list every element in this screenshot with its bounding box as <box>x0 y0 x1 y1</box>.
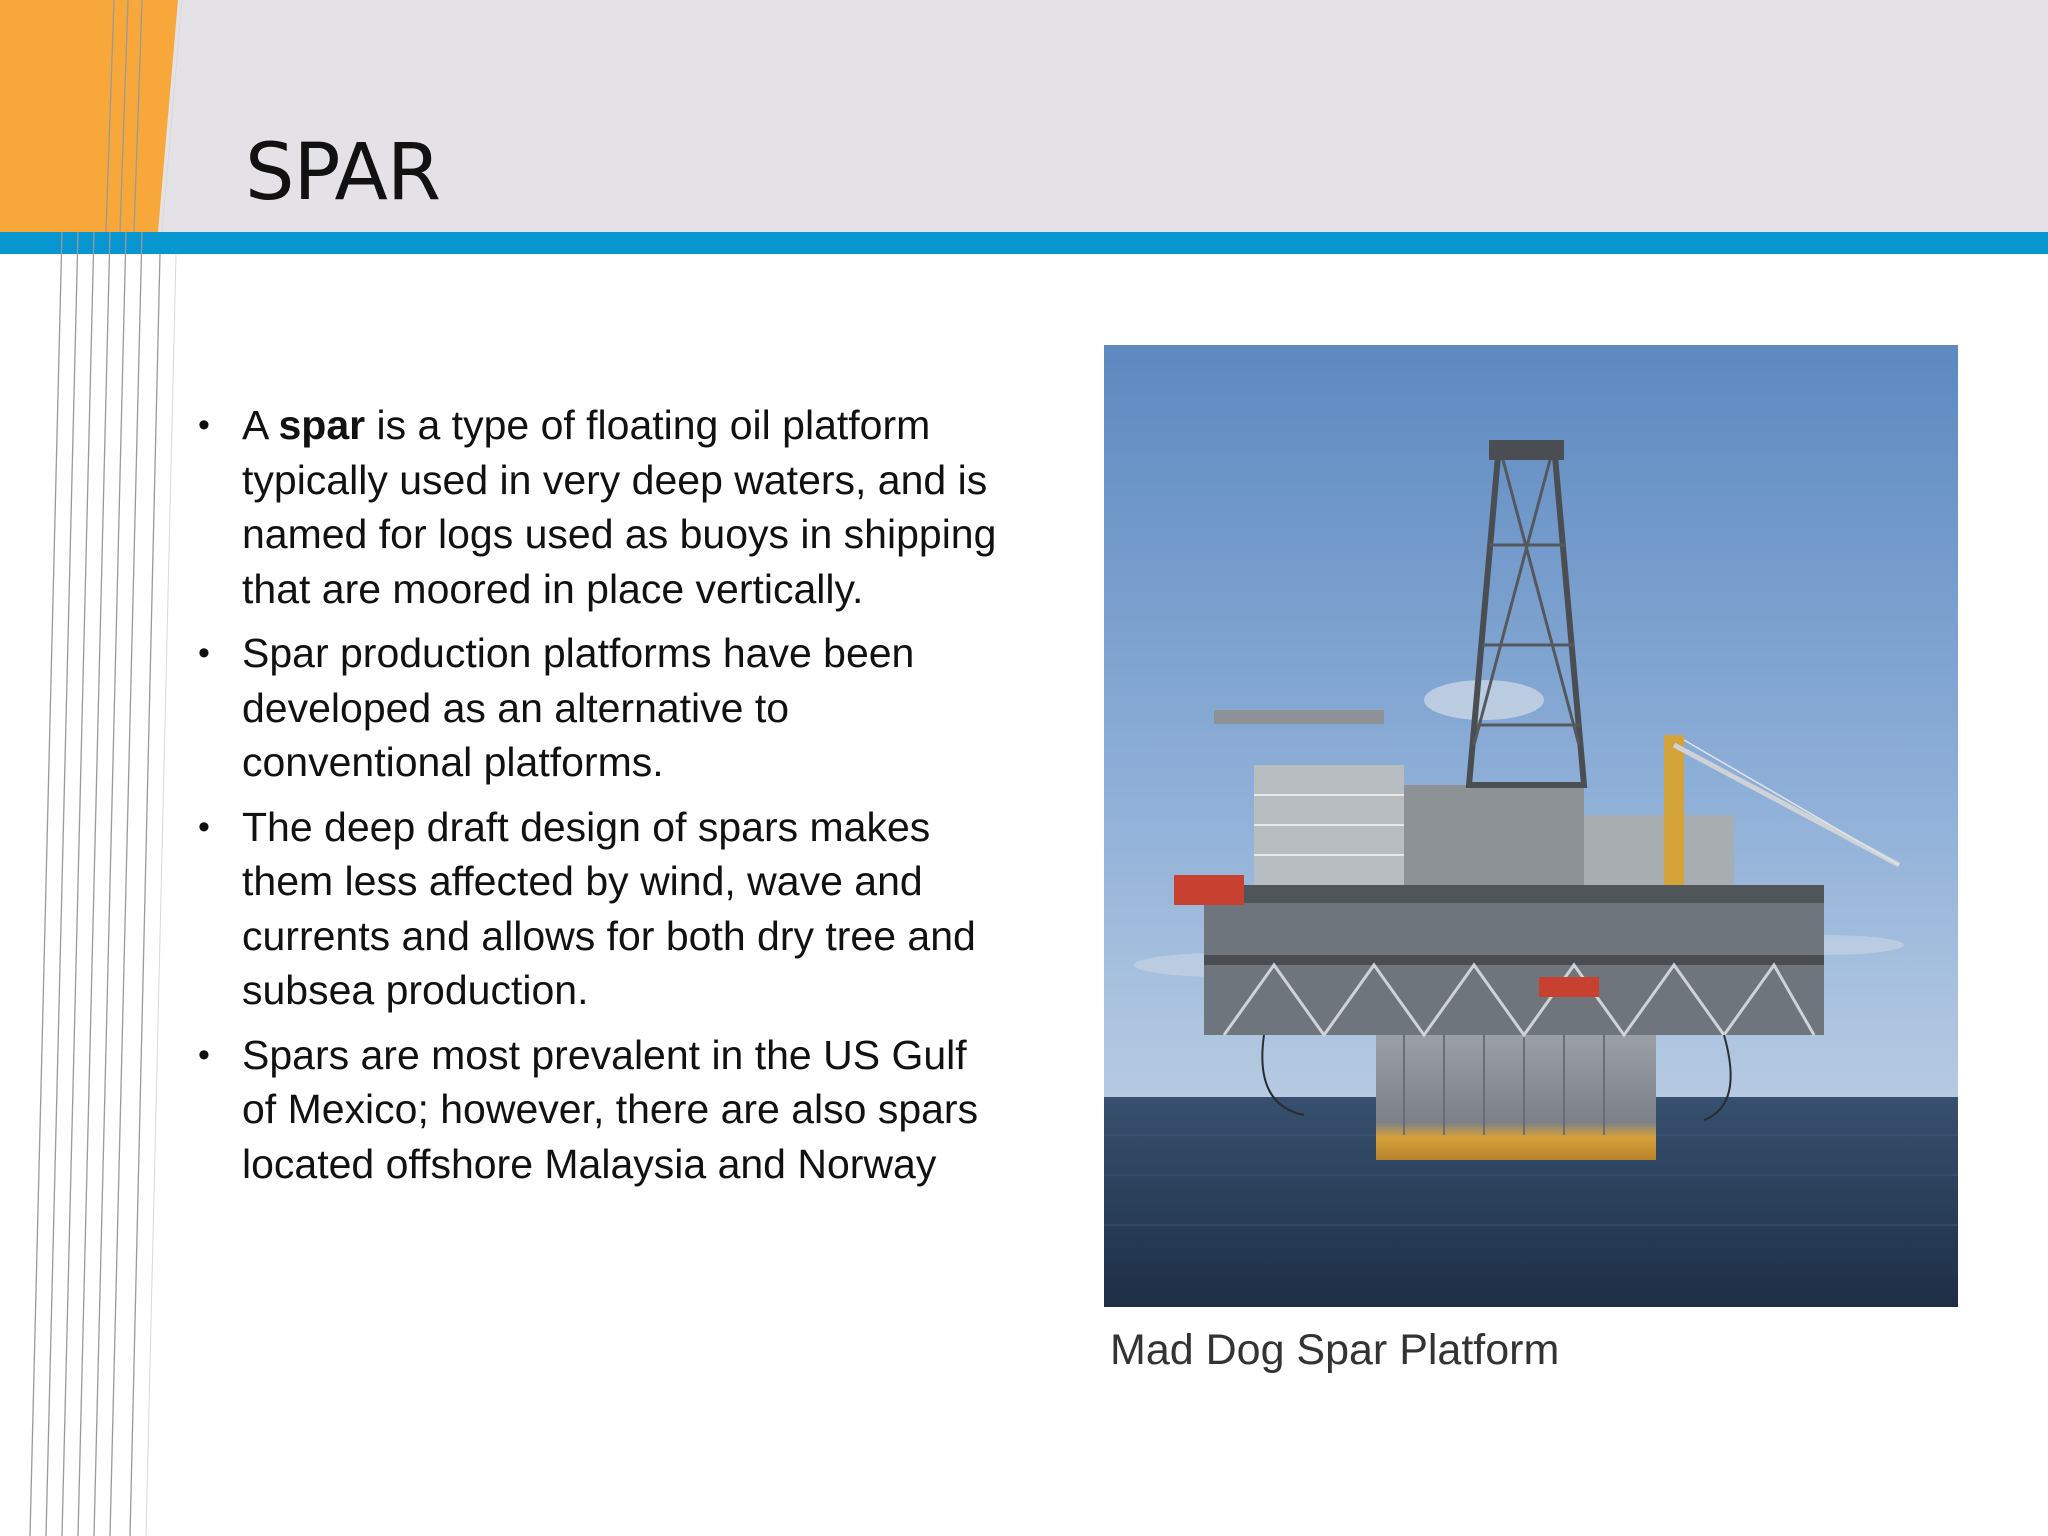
bullet-text: The deep draft design of spars makes them less affected by wind, wave and currents and allows for both dry tree and subsea production. <box>242 803 976 1013</box>
bullet-glyph: • <box>198 1035 210 1074</box>
bullet-item <box>198 1028 998 1192</box>
spar-platform-photo <box>1104 345 1958 1307</box>
bullet-item <box>198 800 998 1018</box>
decorative-left-lines <box>0 0 200 1536</box>
bullet-glyph: • <box>198 634 210 672</box>
bullet-bold-term: spar <box>278 402 366 448</box>
slide-title: SPAR <box>245 128 441 218</box>
bullet-text: Spar production platforms have been developed as an alternative to conventional platforms. <box>242 630 915 785</box>
bullet-text: Spars are most prevalent in the US Gulf of Mexico; however, there are also spars located offshore Malaysia and Norway <box>242 1031 979 1187</box>
header-accent-rule <box>0 232 2048 254</box>
bullet-item <box>198 626 998 790</box>
bullet-glyph: • <box>198 807 210 846</box>
image-caption: Mad Dog Spar Platform <box>1110 1326 1560 1374</box>
bullet-text-cont: is a type of floating oil platform typically used in very deep waters, and is named for logs used as buoys in shipping that are moored in place vertically. <box>242 402 997 612</box>
bullet-glyph: • <box>198 406 210 444</box>
bullet-list <box>198 398 998 1201</box>
orange-corner-tab <box>0 0 178 232</box>
bullet-item <box>198 398 998 616</box>
bullet-text: A <box>242 402 279 448</box>
